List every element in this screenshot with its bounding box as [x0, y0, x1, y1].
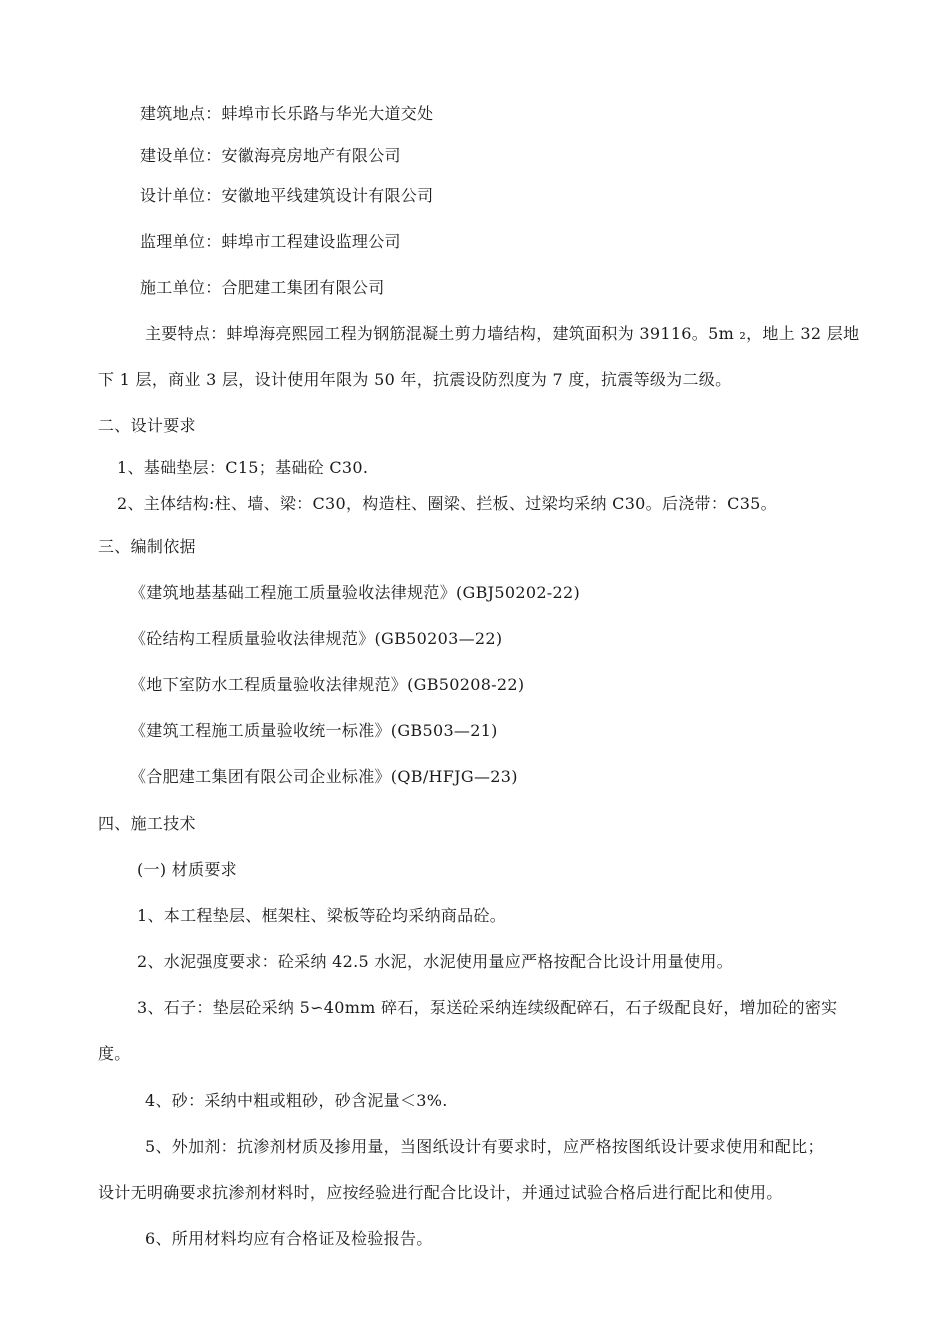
reference-item: 《地下室防水工程质量验收法律规范》(GB50208-22)	[130, 675, 525, 694]
project-supervisor: 监理单位：蚌埠市工程建设监理公司	[140, 232, 401, 251]
project-designer: 设计单位：安徽地平线建筑设计有限公司	[140, 186, 434, 205]
reference-item: 《建筑地基基础工程施工质量验收法律规范》(GBJ50202-22)	[130, 583, 581, 602]
reference-item: 《合肥建工集团有限公司企业标准》(QB/HFJG—23)	[130, 767, 518, 786]
material-item-3-line-2: 度。	[98, 1044, 131, 1063]
material-item-2: 2、水泥强度要求：砼采纳 42.5 水泥，水泥使用量应严格按配合比设计用量使用。	[137, 952, 733, 971]
material-item-5-line-1: 5、外加剂：抗渗剂材质及掺用量，当图纸设计有要求时，应严格按图纸设计要求使用和配比；	[145, 1137, 824, 1156]
project-features-line-1: 主要特点：蚌埠海亮熙园工程为钢筋混凝土剪力墙结构，建筑面积为 39116。5m ₂，地上 32 层地	[145, 324, 860, 343]
section-heading-basis: 三、编制依据	[98, 537, 196, 556]
design-requirement-item: 2、主体结构:柱、墙、梁：C30，构造柱、圈梁、拦板、过梁均采纳 C30。后浇带：C35。	[117, 494, 777, 513]
project-features-line-2: 下 1 层，商业 3 层，设计使用年限为 50 年，抗震设防烈度为 7 度，抗震等级为二级。	[98, 370, 732, 389]
section-heading-design-requirements: 二、设计要求	[98, 416, 196, 435]
project-location: 建筑地点：蚌埠市长乐路与华光大道交处	[140, 104, 434, 123]
material-item-5-line-2: 设计无明确要求抗渗剂材料时，应按经验进行配合比设计，并通过试验合格后进行配比和使用。	[98, 1183, 783, 1202]
project-contractor: 施工单位：合肥建工集团有限公司	[140, 278, 385, 297]
section-heading-construction-tech: 四、施工技术	[98, 814, 196, 833]
material-item-6: 6、所用材料均应有合格证及检验报告。	[145, 1229, 433, 1248]
reference-item: 《砼结构工程质量验收法律规范》(GB50203—22)	[130, 629, 503, 648]
subsection-heading-materials: (一) 材质要求	[137, 860, 237, 879]
material-item-4: 4、砂：采纳中粗或粗砂，砂含泥量＜3%.	[145, 1091, 448, 1110]
design-requirement-item: 1、基础垫层：C15；基础砼 C30.	[117, 458, 369, 477]
material-item-1: 1、本工程垫层、框架柱、梁板等砼均采纳商品砼。	[137, 906, 507, 925]
material-item-3-line-1: 3、石子：垫层砼采纳 5∽40mm 碎石，泵送砼采纳连续级配碎石，石子级配良好，增加砼的密实	[137, 998, 838, 1017]
project-developer: 建设单位：安徽海亮房地产有限公司	[140, 146, 401, 165]
reference-item: 《建筑工程施工质量验收统一标准》(GB503—21)	[130, 721, 498, 740]
